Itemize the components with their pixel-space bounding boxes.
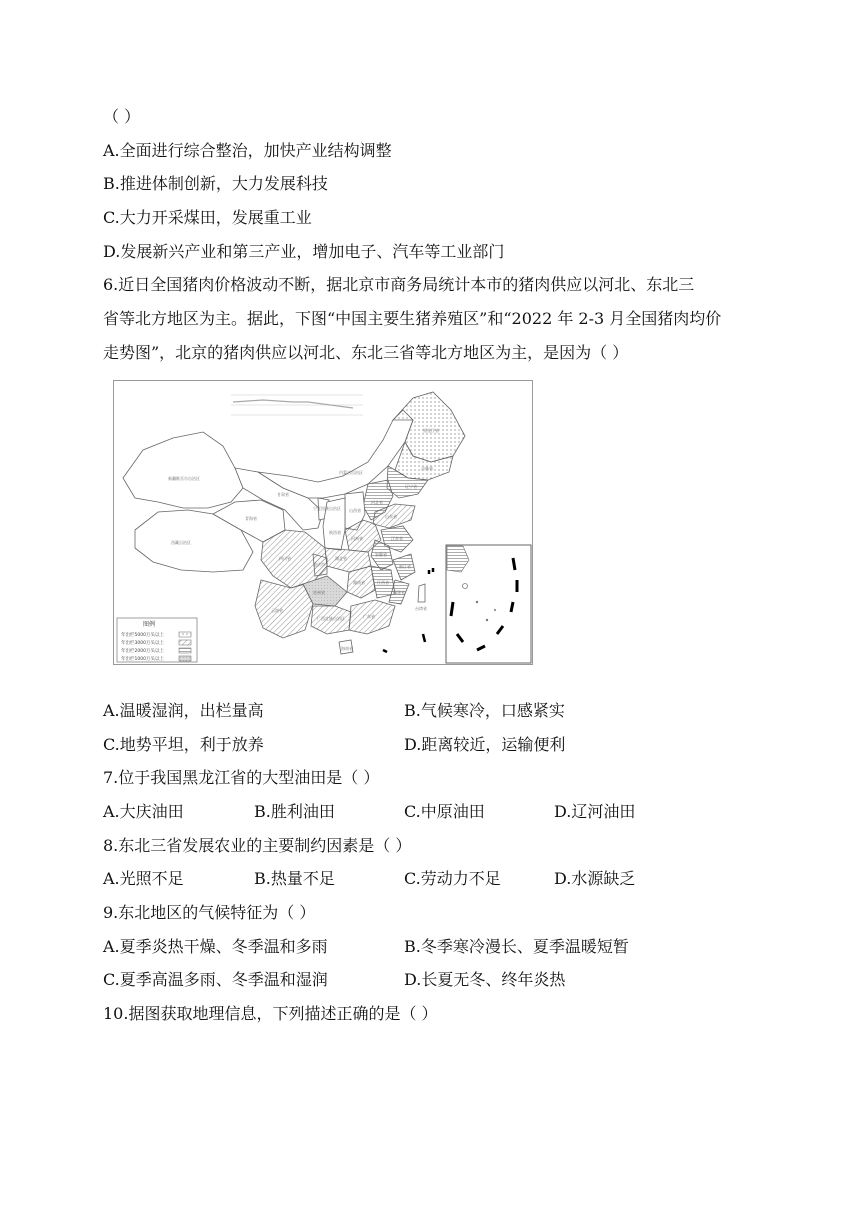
svg-text:江西省: 江西省 — [377, 580, 389, 585]
svg-text:内蒙古自治区: 内蒙古自治区 — [339, 470, 363, 475]
q10-stem: 10.据图获取地理信息，下列描述正确的是（ ） — [103, 1004, 438, 1023]
legend-item-swatch — [179, 656, 191, 661]
blank-paren-line: （ ） — [103, 107, 141, 126]
svg-text:海南省: 海南省 — [341, 646, 353, 651]
legend-item-label: 年出栏1000万头以上 — [121, 657, 164, 662]
q6-option-b: B.气候寒冷，口感紧实 — [404, 701, 565, 720]
legend-item-label: 年出栏3000万头以上 — [121, 641, 164, 646]
svg-text:江苏省: 江苏省 — [391, 536, 403, 541]
q8-option-d: D.水源缺乏 — [554, 869, 636, 888]
svg-text:新疆维吾尔自治区: 新疆维吾尔自治区 — [168, 476, 200, 481]
q6-option-d: D.距离较近，运输便利 — [404, 735, 566, 754]
svg-text:辽宁省: 辽宁省 — [405, 484, 417, 489]
svg-text:河北省: 河北省 — [371, 500, 383, 505]
legend-title: 图例 — [143, 621, 156, 628]
svg-text:黑龙江省: 黑龙江省 — [423, 428, 439, 433]
svg-text:河南省: 河南省 — [351, 536, 363, 541]
svg-text:山东省: 山东省 — [385, 514, 397, 519]
legend-item-swatch — [179, 632, 191, 637]
svg-text:云南省: 云南省 — [271, 608, 283, 613]
q9-stem: 9.东北地区的气候特征为（ ） — [103, 903, 316, 922]
q6-stem-line-3: 走势图”，北京的猪肉供应以河北、东北三省等北方地区为主，是因为（ ） — [103, 343, 629, 362]
svg-text:青海省: 青海省 — [245, 516, 257, 521]
svg-text:浙江省: 浙江省 — [399, 564, 411, 569]
svg-text:福建省: 福建省 — [393, 590, 405, 595]
south-china-sea-inset — [446, 545, 531, 663]
svg-text:贵州省: 贵州省 — [313, 590, 325, 595]
q9-option-d: D.长夏无冬、终年炎热 — [404, 970, 566, 989]
q9-option-a: A.夏季炎热干燥、冬季温和多雨 — [103, 937, 328, 956]
legend-item-swatch — [179, 640, 191, 645]
q8-option-a: A.光照不足 — [103, 869, 184, 888]
svg-text:甘肃省: 甘肃省 — [277, 492, 289, 497]
q5-option-c: C.大力开采煤田，发展重工业 — [103, 208, 312, 227]
q9-option-b: B.冬季寒冷漫长、夏季温暖短暂 — [404, 937, 629, 956]
q8-stem: 8.东北三省发展农业的主要制约因素是（ ） — [103, 836, 412, 855]
svg-text:广西壮族自治区: 广西壮族自治区 — [317, 616, 345, 621]
q7-option-d: D.辽河油田 — [554, 802, 636, 821]
svg-text:台湾省: 台湾省 — [415, 606, 427, 611]
q5-option-b: B.推进体制创新，大力发展科技 — [103, 174, 328, 193]
svg-text:陕西省: 陕西省 — [329, 530, 341, 535]
q6-stem-line-2: 省等北方地区为主。据此，下图“中国主要生猪养殖区”和“2022 年 2-3 月全国猪肉均价 — [103, 309, 722, 328]
svg-text:湖南省: 湖南省 — [353, 580, 365, 585]
q6-stem-line-1: 6.近日全国猪肉价格波动不断，据北京市商务局统计本市的猪肉供应以河北、东北三 — [103, 275, 695, 294]
svg-text:重庆市: 重庆市 — [313, 562, 325, 567]
svg-text:湖北省: 湖北省 — [335, 556, 347, 561]
q7-option-c: C.中原油田 — [404, 802, 485, 821]
svg-text:山西省: 山西省 — [349, 508, 361, 513]
q6-option-c: C.地势平坦，利于放养 — [103, 735, 264, 754]
svg-text:广东省: 广东省 — [363, 614, 375, 619]
q5-option-a: A.全面进行综合整治，加快产业结构调整 — [103, 141, 392, 160]
svg-text:吉林省: 吉林省 — [421, 466, 433, 471]
legend-item-label: 年出栏5000万头以上 — [121, 633, 164, 638]
q5-option-d: D.发展新兴产业和第三产业，增加电子、汽车等工业部门 — [103, 242, 505, 261]
q8-option-c: C.劳动力不足 — [404, 869, 501, 888]
legend-item-swatch — [179, 648, 191, 653]
q9-option-c: C.夏季高温多雨、冬季温和湿润 — [103, 970, 328, 989]
q6-option-a: A.温暖湿润，出栏量高 — [103, 701, 264, 720]
q8-option-b: B.热量不足 — [254, 869, 335, 888]
svg-text:西藏自治区: 西藏自治区 — [171, 540, 191, 545]
map-legend — [117, 618, 197, 662]
q7-option-a: A.大庆油田 — [103, 802, 184, 821]
china-pig-farming-map — [113, 380, 533, 665]
legend-item-label: 年出栏2000万头以上 — [121, 649, 164, 654]
svg-text:宁夏回族自治区: 宁夏回族自治区 — [313, 506, 341, 511]
svg-text:安徽省: 安徽省 — [375, 552, 387, 557]
svg-text:四川省: 四川省 — [279, 556, 291, 561]
q7-option-b: B.胜利油田 — [254, 802, 335, 821]
q7-stem: 7.位于我国黑龙江省的大型油田是（ ） — [103, 768, 380, 787]
